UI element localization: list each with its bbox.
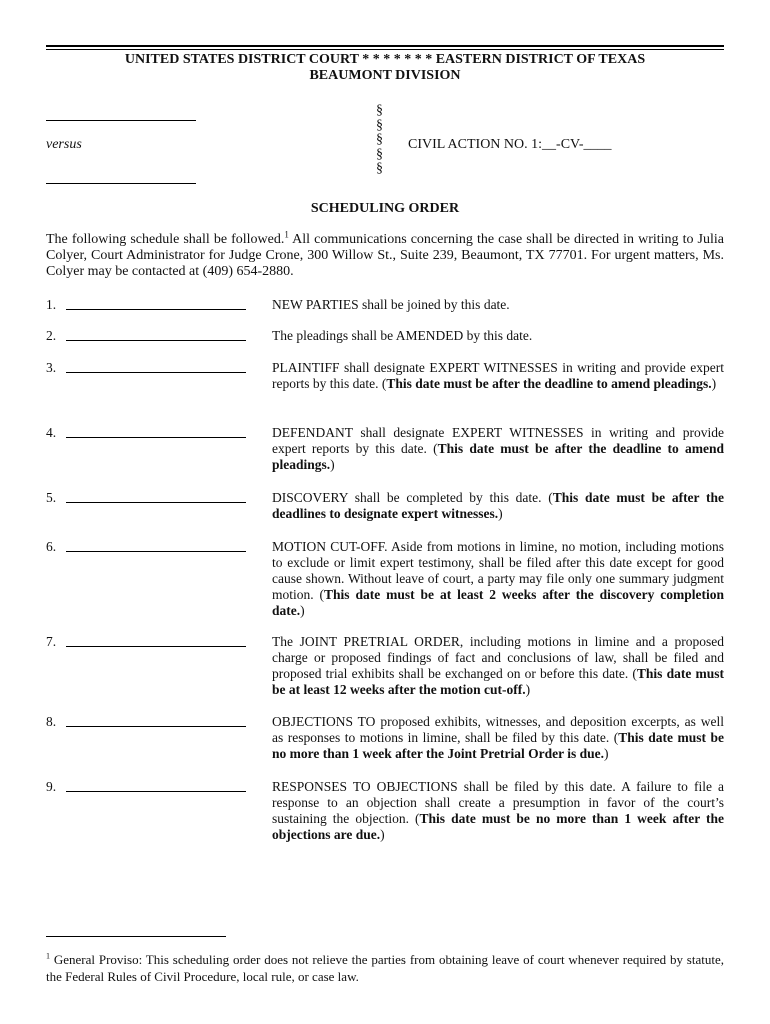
item-plain-text: RESPONSES TO OBJECTIONS shall be filed by this date. A failure to file a response to an objection shall create a presumption in favor of the court’s sustaining the objection. ( — [272, 779, 724, 826]
item-plain-text: PLAINTIFF shall designate EXPERT WITNESSES in writing and provide expert reports by this date. ( — [272, 360, 724, 391]
date-blank-line — [66, 309, 246, 310]
item-tail: ) — [380, 827, 385, 842]
item-tail: ) — [711, 376, 717, 391]
date-blank-line — [66, 551, 246, 552]
item-bold-note: This date must be no more than 1 week after the objections are due. — [272, 811, 724, 842]
item-tail: ) — [300, 603, 305, 618]
versus-label: versus — [46, 137, 82, 152]
item-number: 3. — [46, 360, 57, 375]
item-number: 6. — [46, 539, 57, 554]
item-bold-note: This date must be no more than 1 week after the Joint Pretrial Order is due. — [272, 730, 725, 761]
item-number: 7. — [46, 634, 57, 649]
section-mark: § — [376, 146, 383, 162]
court-header-line2: BEAUMONT DIVISION — [309, 68, 461, 83]
item-tail: ) — [330, 457, 335, 472]
footnote-reference: 1 — [284, 229, 289, 240]
item-bold-note: This date must be after the deadline to amend pleadings. — [386, 376, 712, 391]
date-blank-line — [66, 340, 246, 341]
defendant-blank-line — [46, 183, 196, 184]
intro-text-rest: All communications concerning the case shall be directed in writing to Julia Colyer, Court Administrator for Judge Crone, 300 Willow St., Suite 239, Beaumont, TX 77701. For urgent matters, Ms. Colyer may be contacted at (409) 654-2880. — [46, 232, 724, 279]
case-caption — [0, 0, 770, 200]
item-plain-text: The pleadings shall be AMENDED by this date. — [272, 328, 533, 343]
footnote-mark: 1 — [46, 951, 50, 961]
item-text — [272, 714, 724, 762]
item-text — [272, 360, 724, 392]
item-tail: ) — [498, 506, 503, 521]
date-blank-line — [66, 646, 246, 647]
plaintiff-blank-line — [46, 120, 196, 121]
section-mark: § — [376, 103, 383, 118]
item-number: 2. — [46, 328, 57, 343]
section-mark: § — [376, 132, 383, 147]
item-plain-text: MOTION CUT-OFF. Aside from motions in limine, no motion, including motions to exclude or limit expert testimony, shall be filed after this date except for good cause shown. Without leave of court, a party may file only one summary judgment motion. ( — [272, 539, 724, 602]
section-mark-column — [376, 104, 383, 177]
item-tail: ) — [525, 682, 531, 697]
item-number: 8. — [46, 714, 57, 729]
section-mark: § — [376, 161, 383, 176]
item-text — [272, 490, 724, 522]
intro-paragraph — [46, 229, 724, 280]
date-blank-line — [66, 372, 246, 373]
court-header-line1: UNITED STATES DISTRICT COURT * * * * * * * EASTERN DISTRICT OF TEXAS — [124, 52, 646, 67]
item-tail: ) — [603, 746, 609, 761]
item-plain-text: NEW PARTIES shall be joined by this date. — [272, 297, 510, 312]
section-mark: § — [376, 117, 383, 133]
item-bold-note: This date must be after the deadlines to designate expert witnesses. — [272, 490, 724, 521]
item-text — [272, 425, 724, 473]
civil-action-number: CIVIL ACTION NO. 1:__-CV-____ — [408, 137, 612, 152]
footnote-text: General Proviso: This scheduling order does not relieve the parties from obtaining leave of court whenever required by statute, the Federal Rules of Civil Procedure, local rule, or case law. — [46, 952, 724, 984]
date-blank-line — [66, 437, 246, 438]
item-plain-text: OBJECTIONS TO proposed exhibits, witnesses, and deposition excerpts, as well as responses to motions in limine, shall be filed by this date. ( — [272, 714, 724, 745]
item-text — [272, 539, 724, 619]
item-bold-note: This date must be after the deadline to amend pleadings. — [272, 441, 724, 472]
item-plain-text: The JOINT PRETRIAL ORDER, including motions in limine and a proposed charge or proposed findings of fact and conclusions of law, shall be filed and proposed trial exhibits shall be exchanged on or before this date. ( — [272, 634, 724, 681]
item-plain-text: DISCOVERY shall be completed by this date. ( — [272, 490, 553, 505]
item-text — [272, 779, 724, 843]
item-text — [272, 297, 724, 313]
date-blank-line — [66, 791, 246, 792]
order-title: SCHEDULING ORDER — [310, 201, 460, 216]
item-bold-note: This date must be at least 12 weeks after the motion cut-off. — [272, 666, 724, 697]
date-blank-line — [66, 502, 246, 503]
item-number: 4. — [46, 425, 57, 440]
item-text — [272, 634, 724, 698]
footnote — [46, 951, 724, 985]
item-number: 1. — [46, 297, 57, 312]
item-number: 5. — [46, 490, 57, 505]
item-plain-text: DEFENDANT shall designate EXPERT WITNESSES in writing and provide expert reports by this date. ( — [272, 425, 724, 456]
item-bold-note: This date must be at least 2 weeks after the discovery completion date. — [272, 587, 724, 618]
item-text — [272, 328, 724, 344]
date-blank-line — [66, 726, 246, 727]
item-number: 9. — [46, 779, 57, 794]
footnote-separator — [46, 936, 226, 937]
intro-text-start: The following schedule shall be followed. — [46, 232, 285, 247]
